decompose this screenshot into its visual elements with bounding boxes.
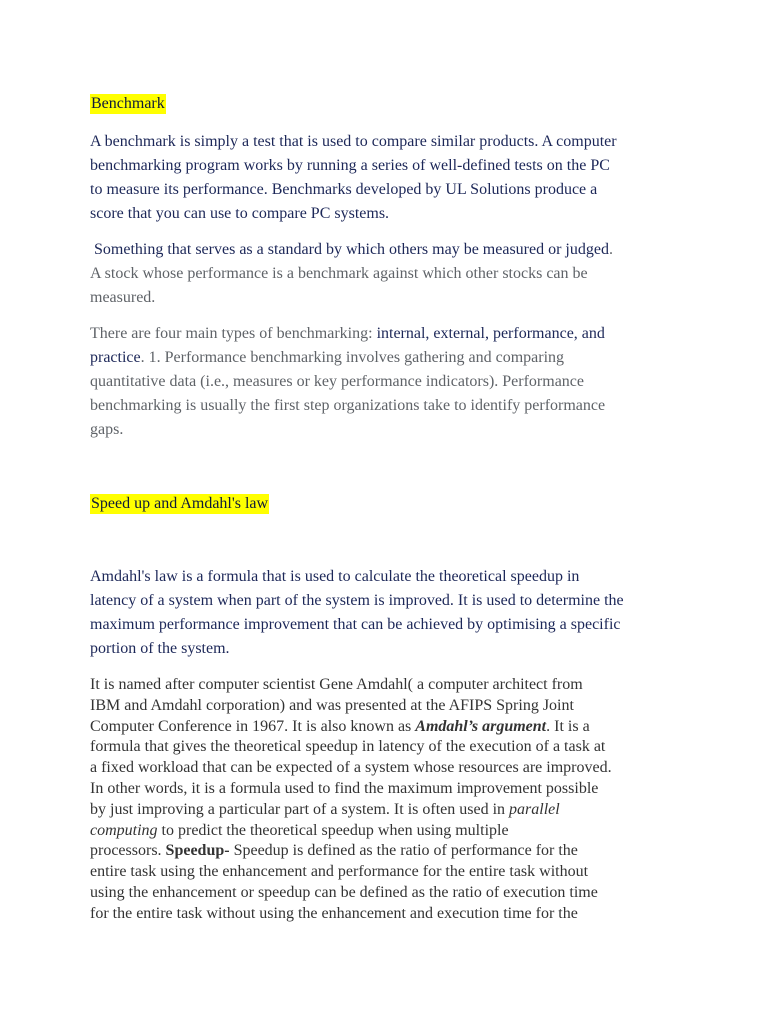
text-line: A stock whose performance is a benchmark against which other stocks can be — [90, 265, 588, 282]
text-line: IBM and Amdahl corporation) and was presented at the AFIPS Spring Joint — [90, 696, 574, 714]
text-span: practice — [90, 349, 141, 366]
paragraph-benchmark-types — [90, 322, 690, 442]
heading-speedup-amdahl: Speed up and Amdahl's law — [91, 495, 269, 512]
text-line: a fixed workload that can be expected of a system whose resources are improved. — [90, 759, 612, 777]
text-span: Computer Conference in 1967. It is also known as — [90, 717, 416, 735]
term-speedup: Speedup- — [165, 842, 230, 860]
text-line: In other words, it is a formula used to find the maximum improvement possible — [90, 779, 599, 797]
paragraph-amdahl-details — [90, 675, 700, 925]
text-line: latency of a system when part of the system is improved. It is used to determine the — [90, 592, 624, 609]
text-line: portion of the system. — [90, 640, 230, 657]
text-line: gaps. — [90, 421, 124, 438]
paragraph-standard — [90, 238, 690, 310]
text-span: by just improving a particular part of a system. It is often used in — [90, 800, 510, 818]
paragraph-benchmark-definition — [90, 130, 690, 226]
text-line: using the enhancement or speedup can be defined as the ratio of execution time — [90, 883, 598, 901]
text-line: It is named after computer scientist Gene Amdahl( a computer architect from — [90, 676, 583, 693]
text-line: maximum performance improvement that can be achieved by optimising a specific — [90, 616, 621, 633]
text-span: There are four main types of benchmarking: — [90, 325, 377, 342]
text-line: for the entire task without using the enhancement and execution time for the — [90, 904, 578, 922]
text-span: . — [608, 241, 613, 258]
text-line: entire task using the enhancement and performance for the entire task without — [90, 863, 589, 881]
text-line: to measure its performance. Benchmarks developed by UL Solutions produce a — [90, 181, 598, 198]
text-span: . It is a — [546, 717, 590, 735]
text-line: benchmarking is usually the first step organizations take to identify performance — [90, 397, 606, 414]
text-span: . 1. Performance benchmarking involves gathering and comparing — [140, 349, 565, 366]
emphasis-amdahls-argument: Amdahl’s argument — [415, 717, 547, 735]
text-line: measured. — [90, 289, 156, 306]
text-span: Something that serves as a standard by which others may be measured or judged — [90, 241, 609, 258]
text-line: formula that gives the theoretical speedup in latency of the execution of a task at — [90, 738, 606, 756]
heading-benchmark: Benchmark — [91, 95, 165, 112]
text-line: Amdahl's law is a formula that is used to calculate the theoretical speedup in — [90, 568, 580, 585]
text-line: benchmarking program works by running a series of well-defined tests on the PC — [90, 157, 610, 174]
text-span: Speedup is defined as the ratio of performance for the — [229, 842, 578, 860]
text-line: quantitative data (i.e., measures or key performance indicators). Performance — [90, 373, 585, 390]
text-span: internal, external, performance, and — [376, 325, 605, 342]
emphasis-parallel: parallel — [509, 800, 560, 818]
paragraph-amdahl-law — [90, 565, 690, 661]
emphasis-computing: computing — [90, 821, 158, 839]
text-span: to predict the theoretical speedup when using multiple — [157, 821, 509, 839]
text-line: A benchmark is simply a test that is used to compare similar products. A computer — [90, 133, 617, 150]
text-span: processors. — [90, 842, 166, 860]
text-line: score that you can use to compare PC systems. — [90, 205, 390, 222]
